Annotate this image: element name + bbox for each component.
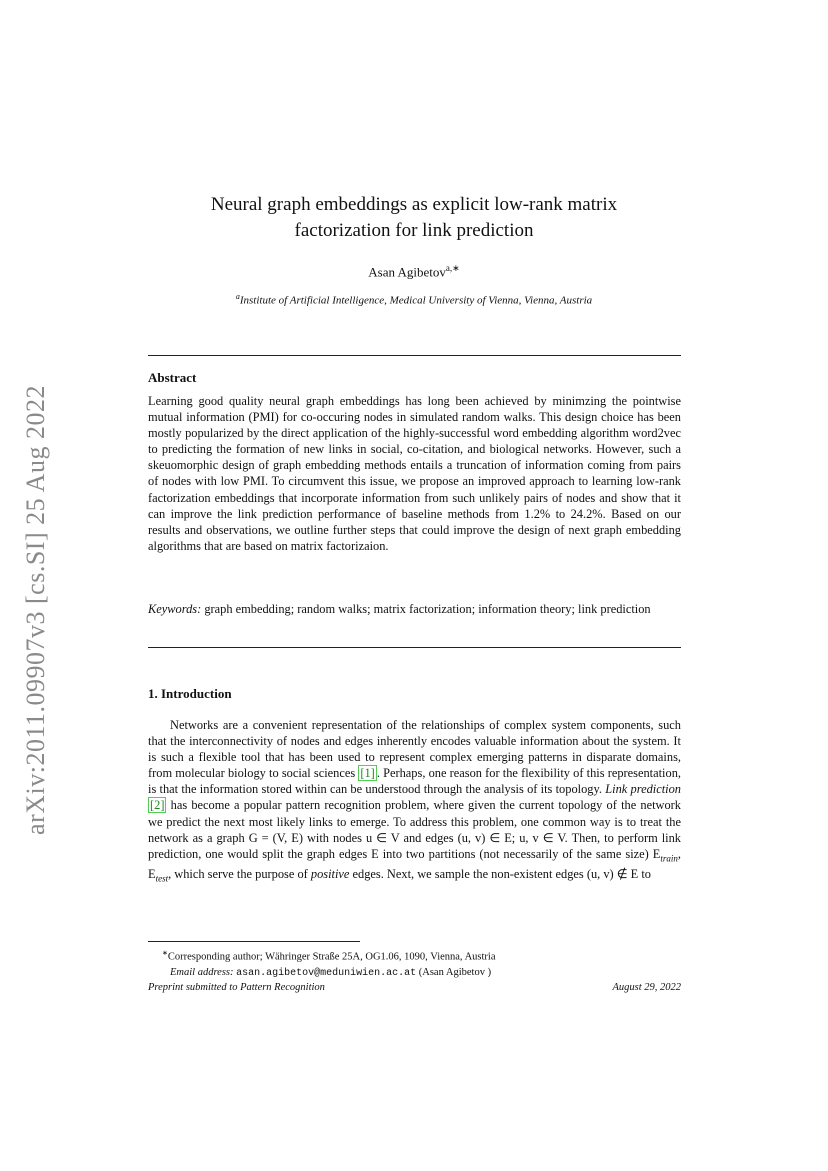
footnote-rule [148,941,360,942]
title-line-1: Neural graph embeddings as explicit low-rank matrix [210,194,618,215]
subscript-test: test [155,873,169,884]
intro-text-6: edges. Next, we sample the non-existent edges (u, v) ∉ E to [349,867,651,882]
abstract-bottom-rule [148,647,681,648]
footnote-line-2 [148,965,681,981]
intro-emphasis-positive: positive [310,867,350,882]
introduction-paragraph [148,717,681,887]
section-heading-introduction: 1. Introduction [148,686,232,701]
email-address[interactable]: asan.agibetov@meduniwien.ac.at [236,967,417,979]
keywords-block [148,601,681,618]
arxiv-identifier-margin [12,370,60,850]
preprint-note: Preprint submitted to Pattern Recognition [148,982,325,993]
keywords-label: Keywords: [148,602,202,616]
abstract-heading: Abstract [148,370,197,385]
intro-text-2: . Perhaps, one reason for the flexibility of this representation, is that the information stored within can be understood through the analysis of its topology. [148,766,681,797]
keywords-text: graph embedding; random walks; matrix factorization; information theory; link prediction [204,602,651,616]
author-name: Asan Agibetov [368,264,446,280]
paper-title [148,192,680,244]
email-label: Email address: [170,966,234,978]
author-line [148,263,680,280]
abstract-body: Learning good quality neural graph embeddings has long been achieved by minimzing the pointwise mutual information (PMI) for co-occuring nodes in simulated random walks. This design choice has been mostly popularized by the direct application of the highly-successful word embedding algorithm word2vec to predicting the formation of new links in social, co-citation, and biological networks. However, such a skeuomorphic design of graph embedding methods entails a truncation of information coming from pairs of nodes with low PMI. To circumvent this issue, we propose an improved approach to learning low-rank factorization embeddings that incorporate information from such unlikely pairs of nodes and show that it can improve the link prediction performance of baseline methods from 1.2% to 24.2%. Based on our results and observations, we outline further steps that could improve the design of next graph embedding algorithms that are based on matrix factorizaion. [148,394,681,553]
intro-text-4: , E [148,846,681,882]
email-name: (Asan Agibetov ) [418,966,492,978]
citation-link-1[interactable]: [1] [360,766,375,781]
subscript-train: train [660,853,678,864]
footnote [148,946,681,981]
intro-text-5: , which serve the purpose of [168,867,311,882]
affiliation-line [148,292,680,307]
intro-emphasis-link-prediction: Link prediction [605,782,681,797]
intro-text-1: Networks are a convenient representation of the relationships of complex system components, such that the interconnectivity of nodes and edges inherently encodes valuable information about the system. It is such a flexible tool that has been used to represent complex emerging patterns in disparate domains, from molecular biology to social sciences [148,718,681,781]
footnote-line-1 [148,946,681,965]
footnote-mark: ∗ [162,949,168,957]
arxiv-identifier: arXiv:2011.09907v3 [cs.SI] 25 Aug 2022 [21,385,50,835]
citation-link-2[interactable]: [2] [150,798,165,813]
affiliation-text: Institute of Artificial Intelligence, Medical University of Vienna, Vienna, Austria [239,294,593,307]
footnote-text: Corresponding author; Währinger Straße 25A, OG1.06, 1090, Vienna, Austria [167,951,496,963]
abstract-top-rule [148,355,681,356]
preprint-date: August 29, 2022 [612,982,681,993]
intro-text-3: has become a popular pattern recognition problem, where given the current topology of the network we predict the next most likely links to emerge. To address this problem, one common way is to treat the network as a graph G = (V, E) with nodes u ∈ V and edges (u, v) ∈ E; u, v ∈ V. Then, to perform link prediction, one would split the graph edges E into two partitions (not necessarily of the same size) E [148,798,681,861]
author-marks: a,∗ [445,263,460,273]
affiliation-mark: a [235,292,240,301]
title-line-2: factorization for link prediction [294,220,534,241]
